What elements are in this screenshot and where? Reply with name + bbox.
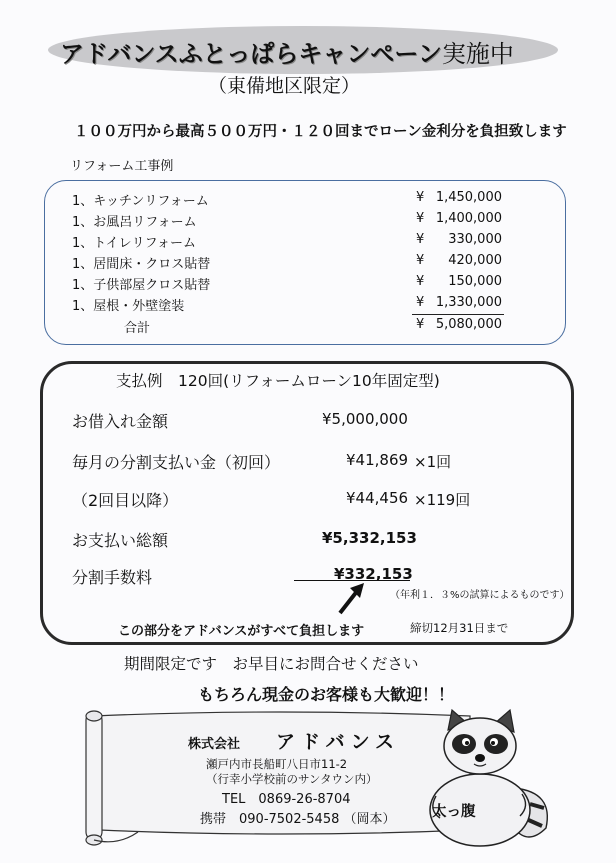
reform-item-amount: 330,000 — [448, 232, 502, 247]
reform-item-name: 1、屋根・外壁塗装 — [72, 299, 185, 314]
fee-value: ¥332,153 — [334, 565, 413, 583]
deadline-text: 締切12月31日まで — [410, 621, 509, 635]
reform-item-name: 1、居間床・クロス貼替 — [72, 257, 211, 272]
arrow-up-right-icon — [336, 582, 366, 616]
reform-item-amount: 1,400,000 — [435, 211, 502, 226]
company-name: アドバンス — [276, 731, 401, 753]
limited-time-text: 期間限定です お早目にお問合せください — [124, 655, 419, 673]
total-divider — [412, 314, 504, 315]
mascot-label: 太っ腹 — [432, 804, 476, 820]
campaign-title-main: アドバンスふとっぱらキャンペーン — [60, 40, 442, 68]
reform-section-label: リフォーム工事例 — [70, 159, 174, 174]
reform-item-amount: 420,000 — [448, 253, 502, 268]
company-mobile: 携帯 090-7502-5458 （岡本） — [200, 812, 396, 827]
later-installment-value: ¥44,456 — [346, 489, 409, 507]
total-payment-label: お支払い総額 — [72, 531, 169, 550]
reform-item-amount: 150,000 — [448, 274, 502, 289]
campaign-title-suffix: 実施中 — [441, 40, 514, 68]
reform-item-yen: ¥ — [416, 232, 425, 247]
first-installment-value: ¥41,869 — [346, 451, 409, 469]
loan-amount-value: ¥5,000,000 — [322, 410, 408, 428]
reform-item-amount: 1,450,000 — [435, 190, 502, 205]
company-tel: TEL 0869-26-8704 — [222, 792, 351, 807]
loan-amount-label: お借入れ金額 — [72, 412, 169, 431]
reform-item-yen: ¥ — [416, 253, 425, 268]
campaign-headline: １００万円から最高５００万円・１２０回までローン金利分を負担致します — [74, 124, 567, 140]
campaign-subtitle: （東備地区限定） — [208, 75, 361, 97]
reform-item-yen: ¥ — [416, 190, 425, 205]
reform-total-amount: 5,080,000 — [435, 317, 502, 332]
company-address: 瀬戸内市長船町八日市11-2 — [206, 757, 348, 771]
fee-underline — [294, 580, 410, 581]
reform-item-name: 1、トイレリフォーム — [72, 236, 196, 251]
list-item — [72, 211, 502, 231]
company-type: 株式会社 — [188, 737, 241, 752]
reform-item-name: 1、キッチンリフォーム — [72, 194, 209, 209]
list-item — [72, 232, 502, 252]
list-item — [72, 190, 502, 210]
first-installment-count: ×1回 — [414, 453, 452, 471]
total-payment-value: ¥5,332,153 — [322, 529, 417, 547]
reform-item-yen: ¥ — [416, 274, 425, 289]
later-installment-label: （2回目以降） — [72, 491, 179, 510]
burden-statement: この部分をアドバンスがすべて負担します — [118, 624, 365, 639]
reform-item-yen: ¥ — [416, 211, 425, 226]
reform-total-label: 合計 — [124, 321, 151, 336]
campaign-title — [60, 34, 560, 69]
first-installment-label: 毎月の分割支払い金（初回） — [72, 453, 281, 472]
payment-example-title: 支払例 120回(リフォームローン10年固定型) — [116, 372, 440, 390]
reform-item-name: 1、お風呂リフォーム — [72, 215, 197, 230]
company-address-note: （行幸小学校前のサンタウン内） — [206, 772, 378, 786]
list-item — [72, 295, 502, 315]
reform-item-yen: ¥ — [416, 295, 425, 310]
reform-total-row — [72, 317, 502, 337]
reform-item-name: 1、子供部屋クロス貼替 — [72, 278, 211, 293]
later-installment-count: ×119回 — [414, 491, 471, 509]
interest-note: （年利１．３%の試算によるものです） — [390, 590, 570, 601]
reform-item-amount: 1,330,000 — [435, 295, 502, 310]
raccoon-dog-mascot-icon — [418, 700, 558, 850]
reform-total-yen: ¥ — [416, 317, 425, 332]
cash-welcome-text: もちろん現金のお客様も大歓迎！！ — [198, 685, 455, 704]
list-item — [72, 274, 502, 294]
fee-label: 分割手数料 — [72, 568, 153, 587]
list-item — [72, 253, 502, 273]
